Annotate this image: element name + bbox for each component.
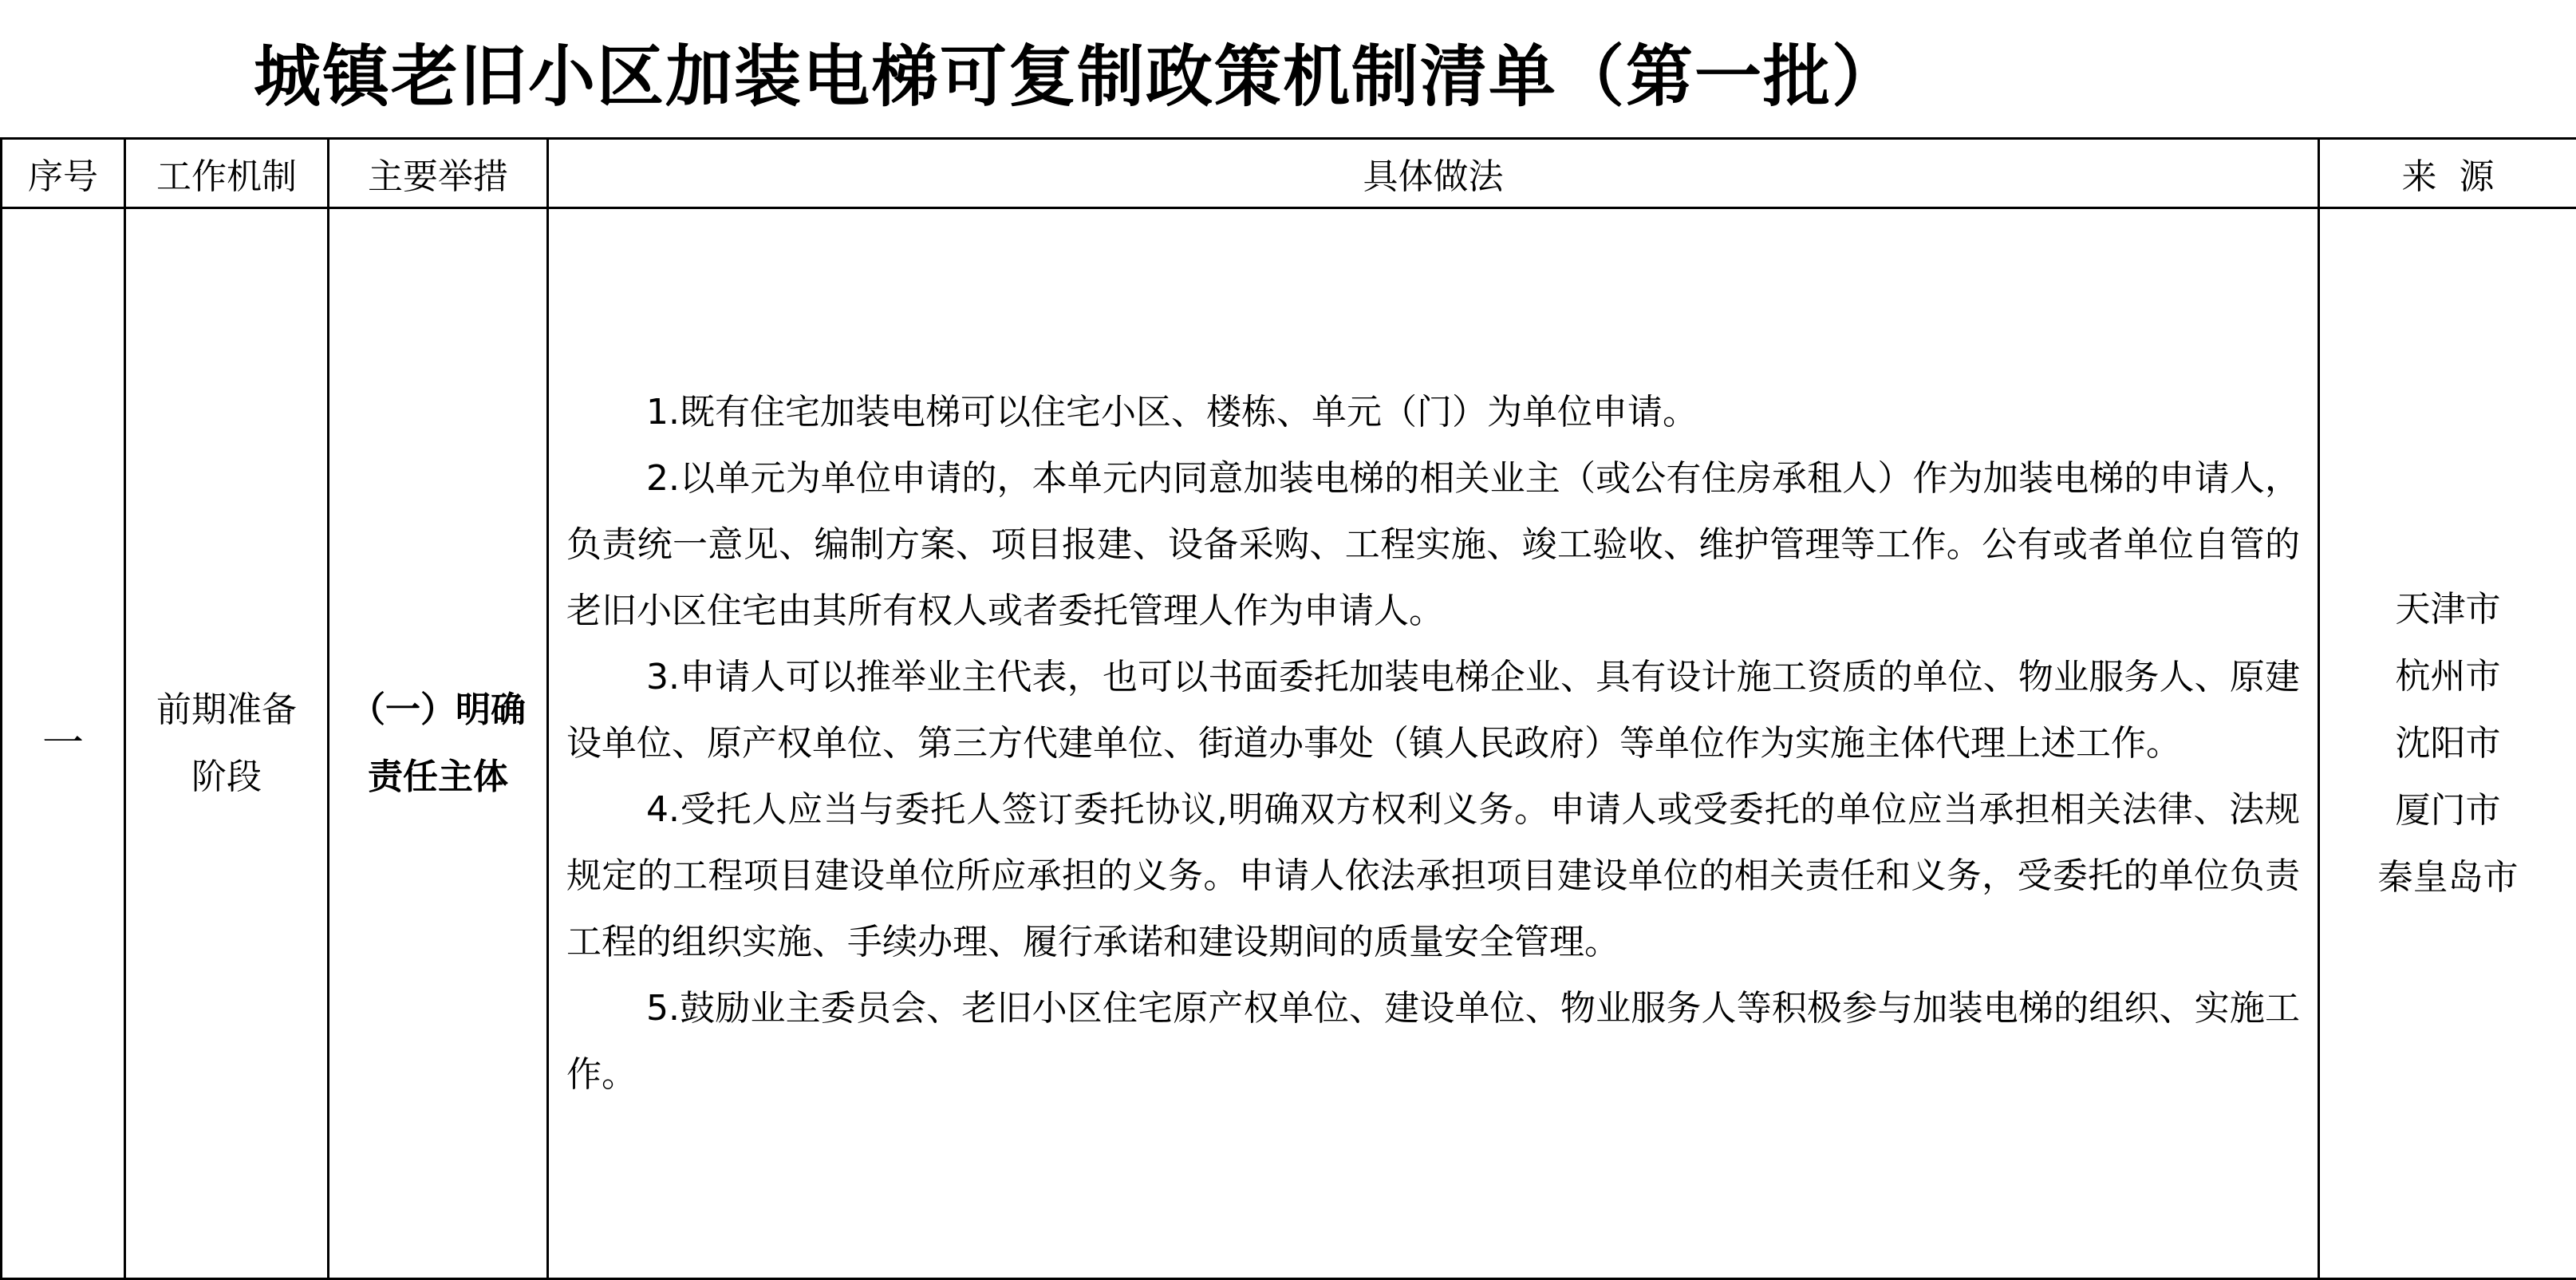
- measure-line: 责任主体: [368, 756, 508, 797]
- table-header-row: [2, 139, 2576, 208]
- source-city: 秦皇岛市: [2377, 856, 2519, 898]
- measure-line: （一）明确: [350, 689, 526, 730]
- practice-cell: [548, 208, 2319, 1279]
- mechanism-cell: [125, 208, 329, 1279]
- practice-item: 4.受托人应当与委托人签订委托协议,明确双方权利义务。申请人或受委托的单位应当承担相关法律、法规规定的工程项目建设单位所应承担的义务。申请人依法承担项目建设单位的相关责任和义务，受委托的单位负责工程的组织实施、手续办理、履行承诺和建设期间的质量安全管理。: [566, 789, 2300, 962]
- seq-cell: 一: [2, 208, 125, 1279]
- practice-item: 1.既有住宅加装电梯可以住宅小区、楼栋、单元（门）为单位申请。: [646, 392, 1698, 433]
- document-title: 城镇老旧小区加装电梯可复制政策机制清单（第一批）: [253, 38, 1900, 116]
- practice-item: 5.鼓励业主委员会、老旧小区住宅原产权单位、建设单位、物业服务人等积极参与加装电梯的组织、实施工作。: [566, 988, 2300, 1095]
- source-list: [2320, 576, 2576, 911]
- mechanism-line: 前期准备: [156, 689, 297, 730]
- policy-table: [0, 137, 2576, 1280]
- header-measure: 主要举措: [329, 139, 548, 208]
- source-city: 沈阳市: [2395, 722, 2501, 764]
- practice-item: 3.申请人可以推举业主代表，也可以书面委托加装电梯企业、具有设计施工资质的单位、物业服务人、原建设单位、原产权单位、第三方代建单位、街道办事处（镇人民政府）等单位作为实施主体代理上述工作。: [566, 657, 2300, 764]
- source-city: 厦门市: [2395, 789, 2501, 831]
- header-source: 来 源: [2319, 139, 2576, 208]
- source-city: 天津市: [2395, 588, 2501, 630]
- source-cell: [2319, 208, 2576, 1279]
- header-seq: 序号: [2, 139, 125, 208]
- mechanism-line: 阶段: [191, 756, 262, 797]
- practice-item: 2.以单元为单位申请的，本单元内同意加装电梯的相关业主（或公有住房承租人）作为加装电梯的申请人，负责统一意见、编制方案、项目报建、设备采购、工程实施、竣工验收、维护管理等工作。公有或者单位自管的老旧小区住宅由其所有权人或者委托管理人作为申请人。: [566, 458, 2300, 631]
- measure-cell: [329, 208, 548, 1279]
- header-practice: 具体做法: [548, 139, 2319, 208]
- source-city: 杭州市: [2395, 655, 2501, 697]
- table-row: [2, 208, 2576, 1279]
- header-mechanism: 工作机制: [125, 139, 329, 208]
